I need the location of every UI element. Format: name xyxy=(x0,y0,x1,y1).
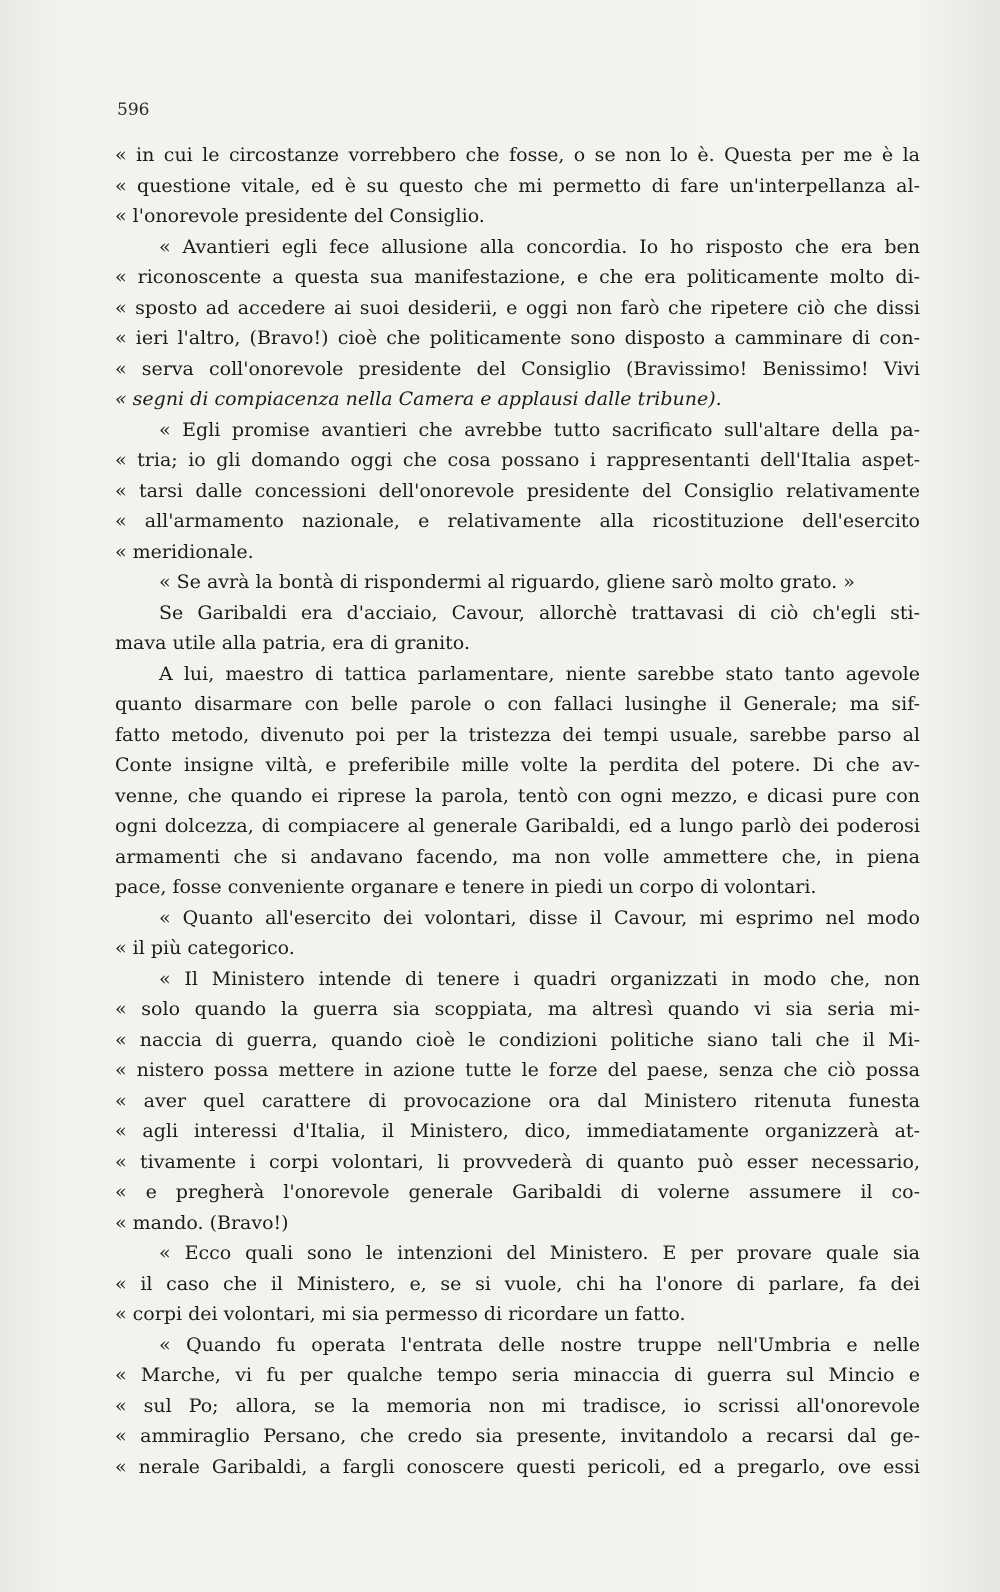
text-line: « meridionale. xyxy=(115,540,254,563)
page-number: 596 xyxy=(117,100,150,120)
text-line: « corpi dei volontari, mi sia permesso di ricordare un fatto. xyxy=(115,1303,686,1325)
text-line: « sul Po; allora, se la memoria non mi tradisce, io scrissi all'onorevole xyxy=(115,1394,920,1417)
text-line: Se Garibaldi era d'acciaio, Cavour, allorchè trattavasi di ciò ch'egli sti- xyxy=(159,601,920,624)
text-line: « Avantieri egli fece allusione alla concordia. Io ho risposto che era ben xyxy=(159,235,920,258)
text-line: « sposto ad accedere ai suoi desiderii, e oggi non farò che ripetere ciò che dissi xyxy=(115,296,920,319)
text-line: « mando. (Bravo!) xyxy=(115,1211,289,1234)
text-line: « ammiraglio Persano, che credo sia presente, invitandolo a recarsi dal ge- xyxy=(115,1425,920,1447)
text-line: mava utile alla patria, era di granito. xyxy=(115,632,470,654)
text-line: armamenti che si andavano facendo, ma non volle ammettere che, in piena xyxy=(115,845,920,868)
text-line: « il più categorico. xyxy=(115,937,295,959)
text-line: ogni dolcezza, di compiacere al generale Garibaldi, ed a lungo parlò dei poderosi xyxy=(115,815,920,837)
text-line: « naccia di guerra, quando cioè le condizioni politiche siano tali che il Mi- xyxy=(115,1028,920,1051)
text-line: « tarsi dalle concessioni dell'onorevole presidente del Consiglio relativamente xyxy=(115,479,920,502)
text-line: pace, fosse conveniente organare e tenere in piedi un corpo di volontari. xyxy=(115,876,817,898)
text-line: « e pregherà l'onorevole generale Garibaldi di volerne assumere il co- xyxy=(115,1181,920,1203)
text-line: « segni di compiacenza nella Camera e applausi dalle tribune). xyxy=(115,388,722,410)
text-line: « tria; io gli domando oggi che cosa possano i rappresentanti dell'Italia aspet- xyxy=(115,449,920,471)
text-line: « Il Ministero intende di tenere i quadri organizzati in modo che, non xyxy=(159,967,920,990)
text-line: « agli interessi d'Italia, il Ministero, dico, immediatamente organizzerà at- xyxy=(115,1120,920,1142)
text-line: « in cui le circostanze vorrebbero che fosse, o se non lo è. Questa per me è la xyxy=(115,144,920,166)
text-line: quanto disarmare con belle parole o con fallaci lusinghe il Generale; ma sif- xyxy=(115,693,920,715)
text-line: « l'onorevole presidente del Consiglio. xyxy=(115,205,485,227)
text-line: « nerale Garibaldi, a fargli conoscere questi pericoli, ed a pregarlo, ove essi xyxy=(115,1455,920,1478)
text-line: « riconoscente a questa sua manifestazione, e che era politicamente molto di- xyxy=(115,266,920,288)
text-line: « Marche, vi fu per qualche tempo seria minaccia di guerra sul Mincio e xyxy=(115,1364,920,1386)
text-line: venne, che quando ei riprese la parola, tentò con ogni mezzo, e dicasi pure con xyxy=(115,784,920,807)
text-line: « Quanto all'esercito dei volontari, disse il Cavour, mi esprimo nel modo xyxy=(159,906,920,929)
text-line: A lui, maestro di tattica parlamentare, niente sarebbe stato tanto agevole xyxy=(159,662,920,685)
text-line: « aver quel carattere di provocazione ora dal Ministero ritenuta funesta xyxy=(115,1089,920,1112)
text-line: « Egli promise avantieri che avrebbe tutto sacrificato sull'altare della pa- xyxy=(159,418,920,441)
text-line: « Se avrà la bontà di rispondermi al riguardo, gliene sarò molto grato. » xyxy=(159,571,855,593)
text-line: « solo quando la guerra sia scoppiata, ma altresì quando vi sia seria mi- xyxy=(115,998,920,1020)
text-line: fatto metodo, divenuto poi per la tristezza dei tempi usuale, sarebbe parso al xyxy=(115,723,920,746)
text-line: « il caso che il Ministero, e, se si vuole, chi ha l'onore di parlare, fa dei xyxy=(115,1272,920,1295)
body-text xyxy=(115,140,920,1482)
text-line: « serva coll'onorevole presidente del Consiglio (Bravissimo! Benissimo! Vivi xyxy=(115,357,920,380)
text-line: « ieri l'altro, (Bravo!) cioè che politicamente sono disposto a camminare di con- xyxy=(115,327,920,349)
text-line: « Quando fu operata l'entrata delle nostre truppe nell'Umbria e nelle xyxy=(159,1333,920,1356)
text-line: « nistero possa mettere in azione tutte le forze del paese, senza che ciò possa xyxy=(115,1059,920,1081)
text-line: « tivamente i corpi volontari, li provvederà di quanto può esser necessario, xyxy=(115,1150,920,1173)
text-line: « questione vitale, ed è su questo che mi permetto di fare un'interpellanza al- xyxy=(115,174,920,197)
text-line: « Ecco quali sono le intenzioni del Ministero. E per provare quale sia xyxy=(159,1242,920,1264)
text-line: « all'armamento nazionale, e relativamente alla ricostituzione dell'esercito xyxy=(115,510,920,532)
text-line: Conte insigne viltà, e preferibile mille volte la perdita del potere. Di che av- xyxy=(115,754,920,776)
